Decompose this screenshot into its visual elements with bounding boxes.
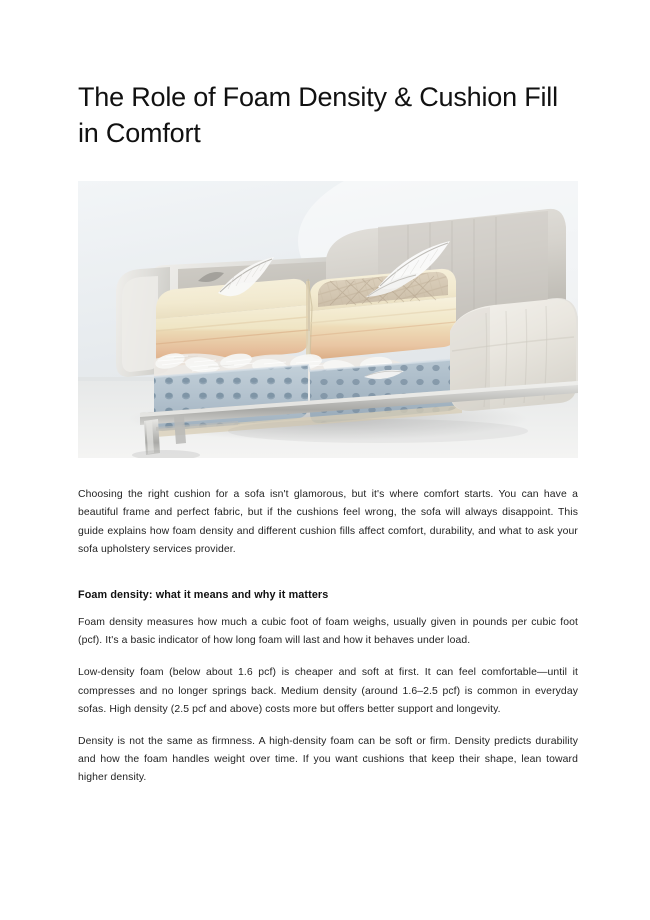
section-heading-foam-density: Foam density: what it means and why it matters bbox=[78, 589, 329, 602]
document-content-column bbox=[78, 0, 578, 802]
sofa-cutaway-illustration bbox=[78, 181, 578, 458]
paragraph-foam-density-definition: Foam density measures how much a cubic foot of foam weighs, usually given in pounds per cubic foot (pcf). It's a basic indicator of how long foam will last and how it behaves under load. bbox=[78, 617, 578, 647]
page-title: The Role of Foam Density & Cushion Fill in Comfort bbox=[78, 82, 558, 148]
sofa-cushion-cutaway-photo bbox=[78, 181, 578, 458]
intro-paragraph: Choosing the right cushion for a sofa isn't glamorous, but it's where comfort starts. You can have a beautiful frame and perfect fabric, but if the cushions feel wrong, the sofa will always disappoint. This guide explains how foam density and different cushion fills affect comfort, durability, and what to ask your sofa upholstery services provider. bbox=[78, 489, 578, 555]
paragraph-density-vs-firmness: Density is not the same as firmness. A high-density foam can be soft or firm. Density predicts durability and how the foam handles weight over time. If you want cushions that keep their shape, lean toward higher density. bbox=[78, 736, 578, 784]
paragraph-density-ranges: Low-density foam (below about 1.6 pcf) is cheaper and soft at first. It can feel comfortable—until it compresses and no longer springs back. Medium density (around 1.6–2.5 pcf) is common in everyday sofas. High density (2.5 pcf and above) costs more but offers better support and longevity. bbox=[78, 667, 578, 715]
article-body bbox=[78, 486, 578, 787]
